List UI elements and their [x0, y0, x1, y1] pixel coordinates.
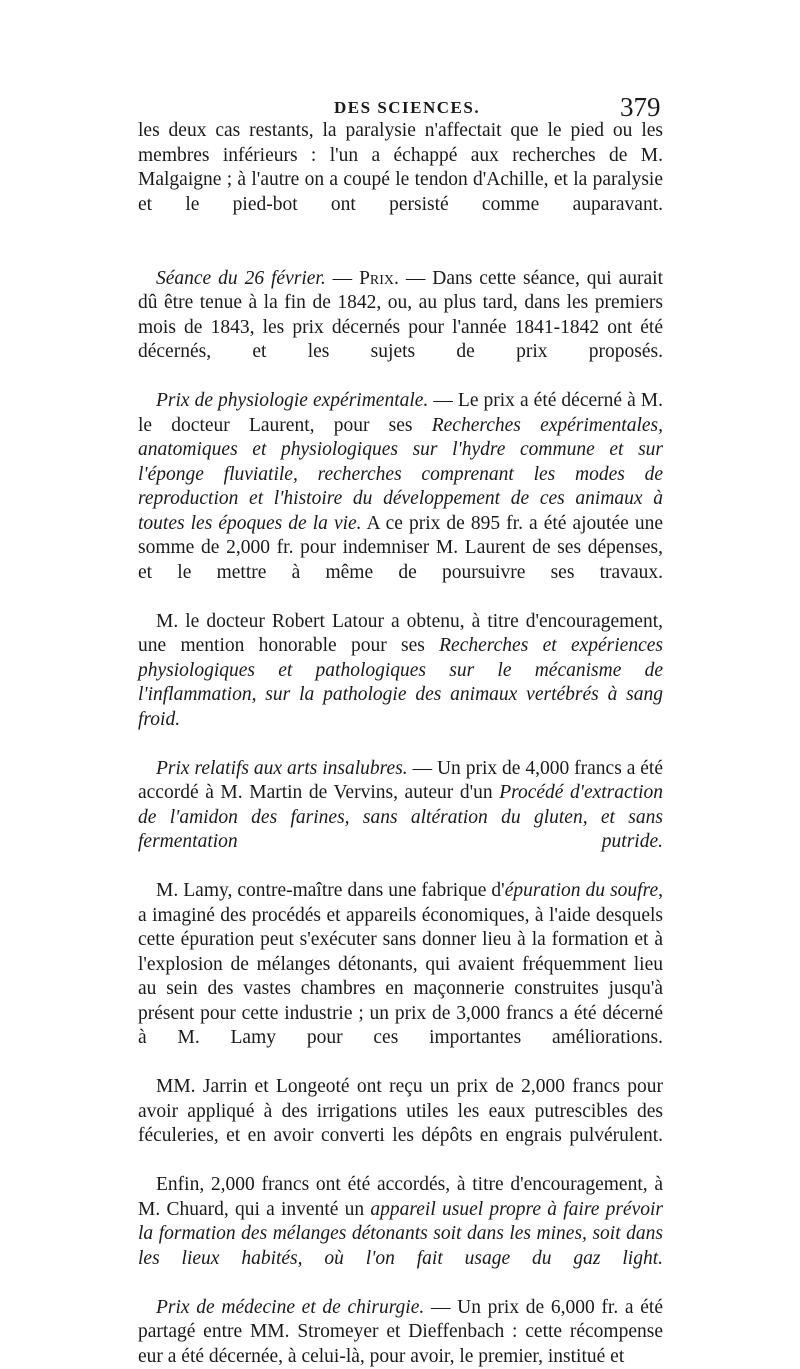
italic-run: Séance du 26 février. [156, 268, 326, 289]
paragraph-continuation [138, 119, 663, 242]
paragraph-arts-insalubres [138, 757, 663, 880]
paragraph-seance-prix [138, 267, 663, 390]
smallcaps-run: Prix. [359, 268, 399, 289]
text-run: , a imaginé des procédés et appareils économiques, à l'aide desquels cette épuration peut s'exécuter sans donner lieu à la formation et à l'explosion de mélanges détonants, qui avaient fréquemment lieu au sein des vastes chambres en maçonnerie construites jusqu'à présent pour cette industrie ; un prix de 3,000 francs a été décerné à M. Lamy pour ces importantes améliorations. [138, 880, 663, 1048]
italic-run: épuration du soufre [505, 880, 658, 901]
paragraph-robert-latour [138, 610, 663, 757]
paragraph-lamy [138, 879, 663, 1075]
italic-run: Recherches et expériences physiologiques et pathologiques sur le mécanisme de l'inflammation, sur la pathologie des animaux vertébrés à sang froid. [138, 635, 663, 730]
paragraph-jarrin-longeote [138, 1075, 663, 1173]
body-text [138, 119, 663, 1369]
italic-run: Prix de médecine et de chirurgie. [156, 1297, 424, 1318]
text-run: — Un prix de 4,000 francs a été accordé à M. Martin de Vervins, auteur d'un [138, 758, 663, 804]
paragraph-chuard [138, 1173, 663, 1296]
text-run: — Un prix de 6,000 fr. a été partagé entre MM. Stromeyer et Dieffenbach : cette récompense eur a été décernée, à celui-là, pour avoir, le premier, institué et [138, 1297, 663, 1367]
italic-run: Prix relatifs aux arts insalubres. [156, 758, 408, 779]
text-run: les deux cas restants, la paralysie n'affectait que le pied ou les membres inférieurs : l'un a échappé aux recherches de M. Malgaigne ; à l'autre on a coupé le tendon d'Achille, et la paralysie et le pied-bot ont persisté comme auparavant. [138, 120, 663, 215]
page-number: 379 [620, 92, 661, 123]
italic-run: appareil usuel propre à faire prévoir la formation des mélanges détonants soit dans les mines, soit dans les lieux habités, où l'on fait usage du gaz light. [138, 1199, 663, 1269]
text-run: Enfin, 2,000 francs ont été accordés, à titre d'encouragement, à M. Chuard, qui a inventé un [138, 1174, 663, 1220]
text-run: MM. Jarrin et Longeoté ont reçu un prix de 2,000 francs pour avoir appliqué à des irrigations utiles les eaux putrescibles des féculeries, et en avoir converti les dépôts en engrais pulvérulent. [138, 1076, 663, 1146]
text-run: — Dans cette séance, qui aurait dû être tenue à la fin de 1842, ou, au plus tard, dans les premiers mois de 1843, les prix décernés pour l'année 1841-1842 ont été décernés, et les sujets de prix proposés. [138, 268, 663, 363]
paragraph-prix-physiologie [138, 389, 663, 610]
text-run: — Le prix a été décerné à M. le docteur Laurent, pour ses [138, 390, 663, 436]
text-run: — [326, 268, 359, 289]
text-run: A ce prix de 895 fr. a été ajoutée une somme de 2,000 fr. pour indemniser M. Laurent de ses dépenses, et le mettre à même de poursuivre ses travaux. [138, 513, 663, 583]
italic-run: Procédé d'extraction de l'amidon des farines, sans altération du gluten, et sans fermentation putride. [138, 782, 663, 852]
italic-run: Prix de physiologie expérimentale. [156, 390, 428, 411]
paragraph-medecine-chirurgie [138, 1296, 663, 1369]
text-run: M. le docteur Robert Latour a obtenu, à titre d'encouragement, une mention honorable pour ses [138, 611, 663, 657]
italic-run: Recherches expérimentales, anatomiques et physiologiques sur l'hydre commune et sur l'éponge fluviatile, recherches comprenant les modes de reproduction et l'histoire du développement de ces animaux à toutes les époques de la vie. [138, 415, 663, 534]
running-title: DES SCIENCES. [334, 98, 480, 118]
text-run: M. Lamy, contre-maître dans une fabrique d' [156, 880, 505, 901]
